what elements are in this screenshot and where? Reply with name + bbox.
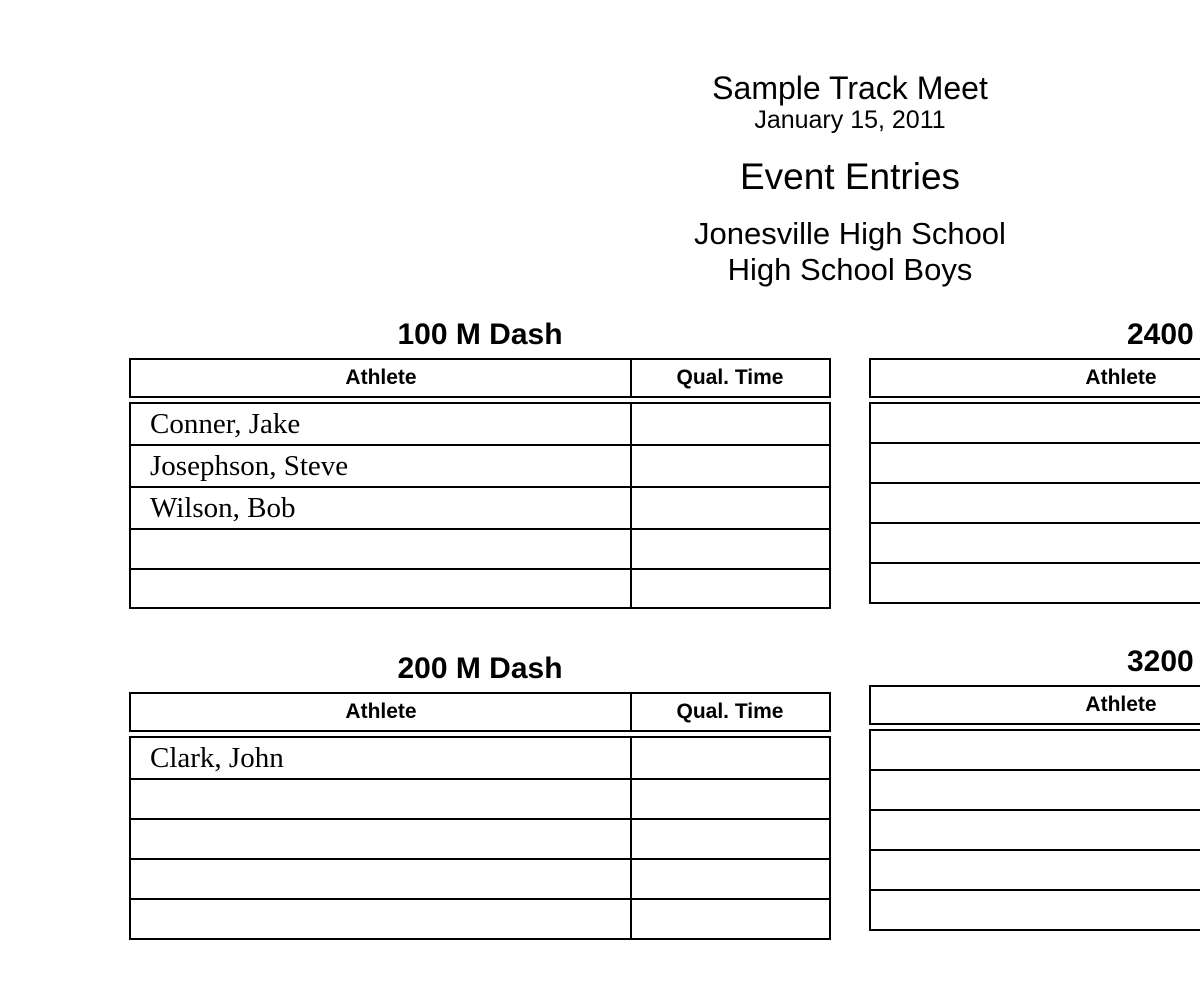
athlete-column-header: Athlete: [345, 700, 417, 723]
entries-table-200m: [129, 736, 831, 940]
entries-header-2400: [869, 358, 1200, 398]
athlete-name: Wilson, Bob: [150, 492, 296, 524]
qual-time-column-header: Qual. Time: [676, 366, 784, 389]
athlete-column-header: Athlete: [1085, 693, 1157, 716]
athlete-column-header: Athlete: [345, 366, 417, 389]
team-name: Jonesville High School: [694, 216, 1006, 251]
event-title-2400: 2400: [1127, 318, 1194, 351]
entries-table-100m: [129, 402, 831, 609]
athlete-name: Conner, Jake: [150, 408, 301, 440]
athlete-column-header: Athlete: [1085, 366, 1157, 389]
meet-date: January 15, 2011: [754, 106, 946, 134]
event-title-200m: 200 M Dash: [397, 652, 563, 685]
athlete-name: Clark, John: [150, 742, 284, 774]
entries-header-3200: [869, 685, 1200, 725]
event-title-100m: 100 M Dash: [397, 318, 563, 351]
athlete-name: Josephson, Steve: [150, 450, 349, 482]
entries-table-3200: [869, 729, 1200, 931]
meet-title: Sample Track Meet: [712, 70, 988, 106]
division-name: High School Boys: [727, 252, 973, 287]
qual-time-column-header: Qual. Time: [676, 700, 784, 723]
entries-header-100m: [129, 358, 831, 398]
report-title: Event Entries: [739, 156, 961, 197]
entries-table-2400: [869, 402, 1200, 604]
entries-header-200m: [129, 692, 831, 732]
event-title-3200: 3200: [1127, 645, 1194, 678]
